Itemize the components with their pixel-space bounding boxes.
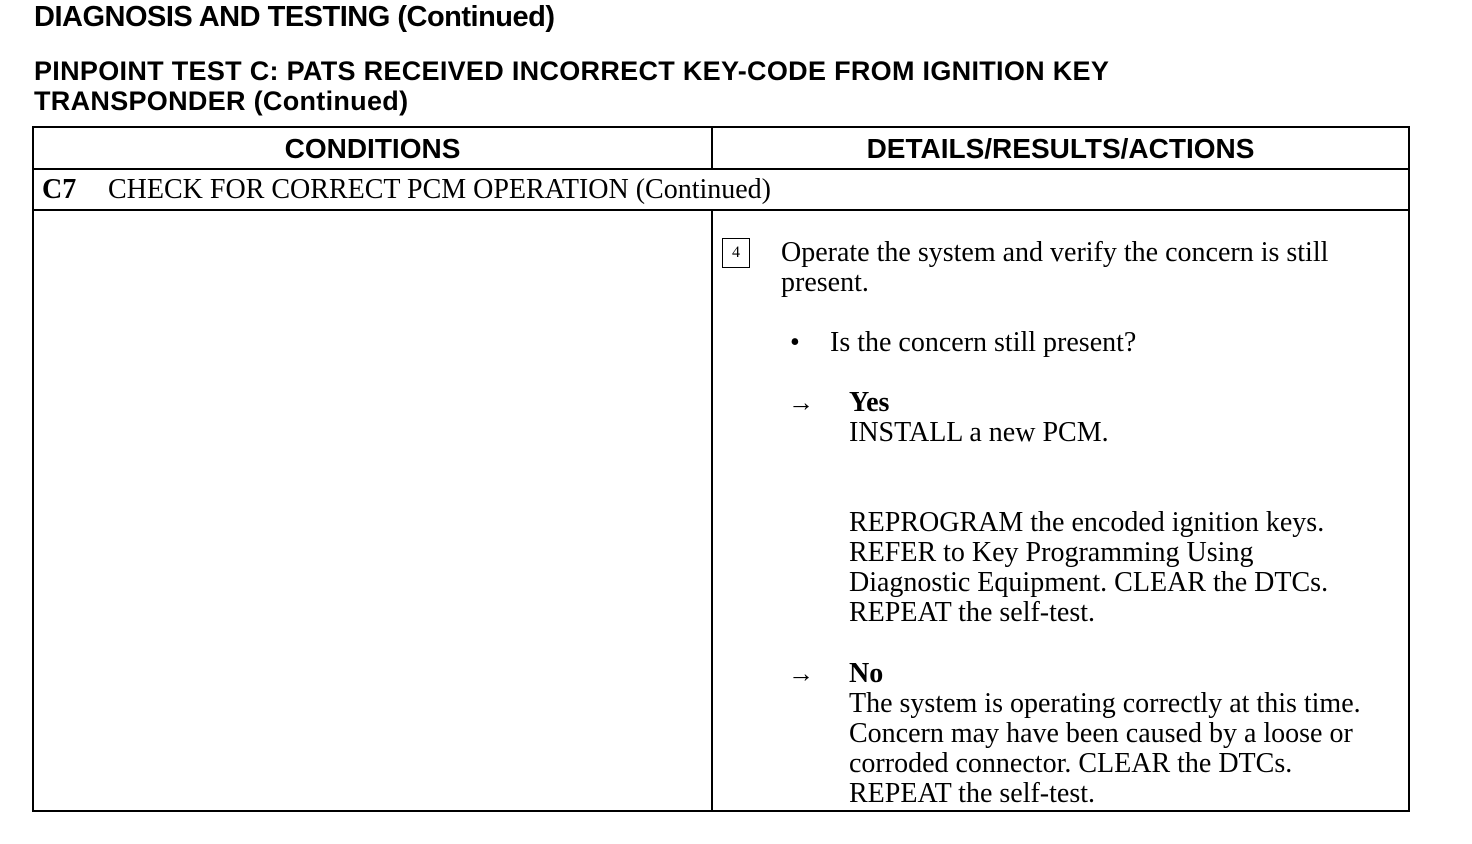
conditions-cell [34,211,711,810]
yes-action: INSTALL a new PCM. [849,417,1109,448]
yes-arrow-icon: → [788,388,814,417]
yes-followup [849,508,1328,628]
yes-followup-line: REPEAT the self-test. [849,597,1096,628]
body-column-divider [711,209,713,810]
step-id: C7 [42,174,77,205]
pinpoint-test-title [34,56,1109,116]
instruction-text [781,238,1328,298]
test-title-line-2: TRANSPONDER (Continued) [34,86,409,116]
instruction-line: Operate the system and verify the concern is still [781,237,1329,268]
no-action-line: REPEAT the self-test. [849,778,1096,809]
no-action-line: Concern may have been caused by a loose or [849,718,1353,749]
step-number-box: 4 [722,238,750,268]
pinpoint-test-table [32,126,1410,812]
section-heading: DIAGNOSIS AND TESTING (Continued) [34,1,555,33]
yes-branch [849,388,1109,448]
step-title: CHECK FOR CORRECT PCM OPERATION (Continued) [108,174,772,205]
bullet-icon: • [790,327,800,358]
yes-followup-line: REPROGRAM the encoded ignition keys. [849,507,1325,538]
instruction-line: present. [781,267,869,298]
step-row [42,170,771,210]
header-column-divider [711,128,713,170]
no-action-line: corroded connector. CLEAR the DTCs. [849,748,1293,779]
no-label: No [849,658,884,689]
column-header-details: DETAILS/RESULTS/ACTIONS [866,133,1255,164]
question-text: Is the concern still present? [830,327,1137,358]
test-title-line-1: PINPOINT TEST C: PATS RECEIVED INCORRECT KEY-CODE FROM IGNITION KEY [34,56,1110,86]
column-header-conditions: CONDITIONS [284,133,461,164]
yes-label: Yes [849,387,890,418]
yes-followup-line: Diagnostic Equipment. CLEAR the DTCs. [849,567,1329,598]
no-action-line: The system is operating correctly at this time. [849,688,1361,719]
no-arrow-icon: → [788,659,814,688]
no-branch [849,659,1361,809]
yes-followup-line: REFER to Key Programming Using [849,537,1254,568]
